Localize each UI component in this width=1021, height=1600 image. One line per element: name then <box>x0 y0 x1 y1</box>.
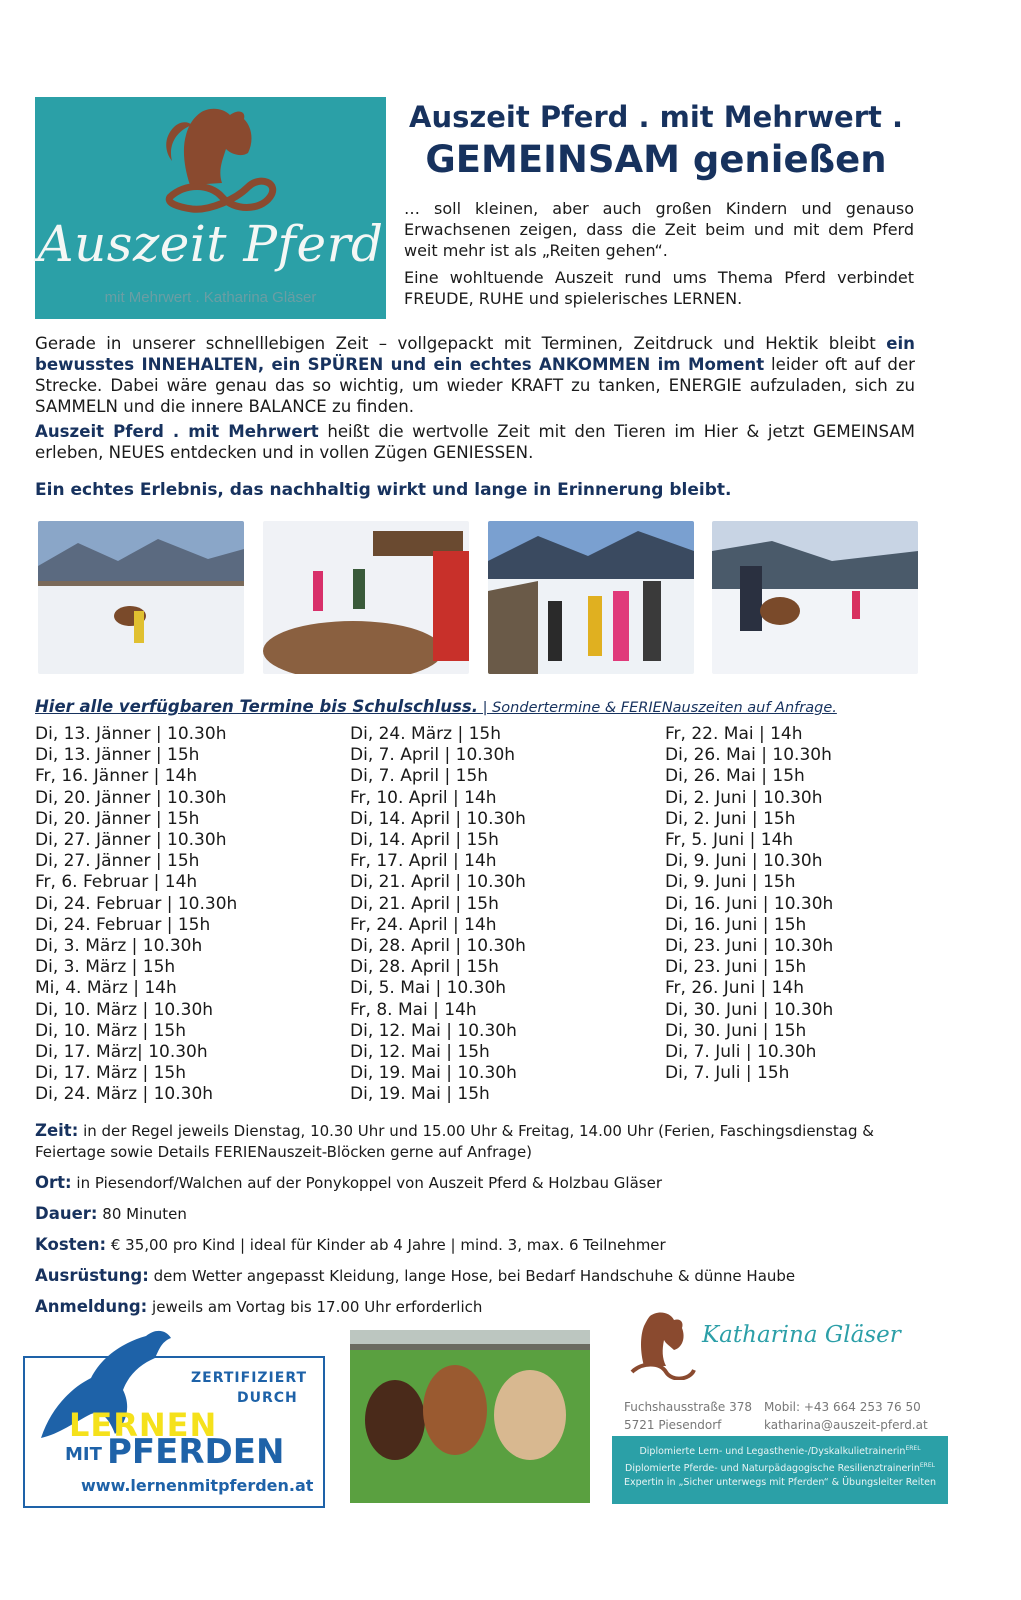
detail-item <box>35 1203 935 1225</box>
card-street: Fuchshausstraße 378 <box>624 1400 753 1414</box>
card-qualification-2-sup: EREL <box>919 1462 935 1470</box>
card-horse-logo-icon <box>620 1310 700 1380</box>
detail-label: Dauer: <box>35 1204 98 1223</box>
schedule-entry: Di, 10. März | 10.30h <box>35 999 214 1020</box>
schedule-entry: Mi, 4. März | 14h <box>35 978 177 999</box>
detail-label: Anmeldung: <box>35 1297 148 1316</box>
schedule-entry: Di, 14. April | 10.30h <box>350 808 526 829</box>
certificate-line1: ZERTIFIZIERT <box>191 1370 308 1386</box>
schedule-entry: Di, 24. Februar | 15h <box>35 914 211 935</box>
card-address <box>624 1398 752 1434</box>
card-qualification-2-text: Diplomierte Pferde- und Naturpädagogische Resilienztrainerin <box>625 1463 920 1475</box>
schedule-entry: Di, 7. April | 10.30h <box>350 745 516 766</box>
schedule-entry: Fr, 10. April | 14h <box>350 787 497 808</box>
headline-line1: Auszeit Pferd . mit Mehrwert . <box>409 100 903 134</box>
photo-snow-pony <box>38 521 244 674</box>
tagline: Ein echtes Erlebnis, das nachhaltig wirkt und lange in Erinnerung bleibt. <box>35 480 732 500</box>
logo-subline: mit Mehrwert . Katharina Gläser <box>104 289 317 306</box>
card-city: 5721 Piesendorf <box>624 1418 722 1432</box>
schedule-entry: Di, 17. März| 10.30h <box>35 1042 208 1063</box>
detail-text: jeweils am Vortag bis 17.00 Uhr erforderlich <box>147 1298 483 1316</box>
body-p2-end: heißt die wertvolle Zeit mit den Tieren im Hier & jetzt GEMEINSAM erleben, NEUES entdecken und in vollen Zügen GENIESSEN. <box>35 422 915 462</box>
schedule-entry: Di, 28. April | 10.30h <box>350 936 526 957</box>
detail-label: Kosten: <box>35 1235 107 1254</box>
schedule-entry: Di, 20. Jänner | 15h <box>35 808 200 829</box>
schedule-entry: Di, 2. Juni | 10.30h <box>665 787 823 808</box>
schedule-entry: Fr, 5. Juni | 14h <box>665 830 794 851</box>
schedule-entry: Di, 20. Jänner | 10.30h <box>35 787 227 808</box>
schedule-entry: Fr, 8. Mai | 14h <box>350 999 477 1020</box>
headline-line2: GEMEINSAM genießen <box>425 138 887 181</box>
certificate-brand-2a: MIT <box>65 1444 102 1465</box>
schedule-entry: Di, 3. März | 15h <box>35 957 176 978</box>
detail-text: in Piesendorf/Walchen auf der Ponykoppel von Auszeit Pferd & Holzbau Gläser <box>71 1174 662 1192</box>
schedule-column-3 <box>665 724 833 1084</box>
body-p1-bold: ein bewusstes INNEHALTEN, ein SPÜREN und ein echtes ANKOMMEN im Moment <box>35 334 915 374</box>
schedule-entry: Di, 19. Mai | 15h <box>350 1084 490 1105</box>
card-phone: Mobil: +43 664 253 76 50 <box>764 1400 921 1414</box>
detail-label: Ausrüstung: <box>35 1266 149 1285</box>
schedule-entry: Di, 21. April | 10.30h <box>350 872 526 893</box>
schedule-entry: Di, 27. Jänner | 15h <box>35 851 200 872</box>
certificate-url: www.lernenmitpferden.at <box>81 1476 314 1495</box>
schedule-entry: Di, 16. Juni | 10.30h <box>665 893 834 914</box>
schedule-entry: Di, 30. Juni | 15h <box>665 1020 807 1041</box>
schedule-heading-title: Hier alle verfügbaren Termine bis Schulschluss. <box>35 697 478 716</box>
body-p2-bold: Auszeit Pferd . mit Mehrwert <box>35 422 319 441</box>
schedule-entry: Di, 5. Mai | 10.30h <box>350 978 507 999</box>
photo-children-pony <box>263 521 469 674</box>
detail-text: € 35,00 pro Kind | ideal für Kinder ab 4 Jahre | mind. 3, max. 6 Teilnehmer <box>106 1236 666 1254</box>
schedule-entry: Di, 23. Juni | 15h <box>665 957 807 978</box>
detail-item <box>35 1172 935 1194</box>
detail-item <box>35 1234 935 1256</box>
schedule-entry: Di, 9. Juni | 10.30h <box>665 851 823 872</box>
schedule-heading-note: | Sondertermine & FERIENauszeiten auf Anfrage. <box>478 700 837 716</box>
schedule-entry: Fr, 26. Juni | 14h <box>665 978 805 999</box>
body-p1-end: leider oft auf der Strecke. Dabei wäre genau das so wichtig, um wieder KRAFT zu tanken, ENERGIE aufzuladen, sich zu SAMMELN und die innere BALANCE zu finden. <box>35 355 915 416</box>
detail-item <box>35 1120 935 1163</box>
schedule-entry: Di, 30. Juni | 10.30h <box>665 999 834 1020</box>
schedule-entry: Fr, 16. Jänner | 14h <box>35 766 198 787</box>
schedule-entry: Di, 26. Mai | 15h <box>665 766 805 787</box>
detail-label: Ort: <box>35 1173 72 1192</box>
logo-wordmark: Auszeit Pferd <box>37 215 384 273</box>
schedule-entry: Fr, 6. Februar | 14h <box>35 872 198 893</box>
certificate-brand-2b: PFERDEN <box>107 1432 285 1472</box>
schedule-entry: Di, 24. Februar | 10.30h <box>35 893 238 914</box>
schedule-entry: Di, 7. Juli | 10.30h <box>665 1042 817 1063</box>
card-contact <box>764 1398 928 1434</box>
schedule-entry: Di, 12. Mai | 10.30h <box>350 1020 517 1041</box>
schedule-entry: Fr, 24. April | 14h <box>350 914 497 935</box>
schedule-entry: Di, 26. Mai | 10.30h <box>665 745 832 766</box>
schedule-entry: Di, 24. März | 15h <box>350 724 501 744</box>
schedule-entry: Di, 12. Mai | 15h <box>350 1042 490 1063</box>
certificate-badge <box>23 1356 325 1508</box>
schedule-entry: Di, 3. März | 10.30h <box>35 936 203 957</box>
details-list <box>35 1120 935 1327</box>
detail-text: dem Wetter angepasst Kleidung, lange Hose, bei Bedarf Handschuhe & dünne Haube <box>148 1267 796 1285</box>
certificate-line2: DURCH <box>237 1390 298 1406</box>
schedule-entry: Di, 2. Juni | 15h <box>665 808 796 829</box>
detail-text: 80 Minuten <box>97 1205 187 1223</box>
card-qualification-2 <box>612 1459 948 1476</box>
auszeit-pferd-logo <box>35 97 386 319</box>
schedule-heading <box>35 697 935 716</box>
photo-pony-walk <box>712 521 918 674</box>
schedule-entry: Di, 13. Jänner | 10.30h <box>35 724 227 744</box>
card-email[interactable]: katharina@auszeit-pferd.at <box>764 1418 928 1432</box>
detail-label: Zeit: <box>35 1121 79 1140</box>
business-card <box>612 1310 948 1505</box>
schedule-entry: Di, 23. Juni | 10.30h <box>665 936 834 957</box>
card-qualification-1-sup: EREL <box>905 1445 921 1452</box>
schedule-entry: Di, 10. März | 15h <box>35 1020 186 1041</box>
schedule-entry: Fr, 22. Mai | 14h <box>665 724 803 744</box>
certificate-brand-1: LERNEN <box>69 1406 218 1444</box>
schedule-entry: Di, 13. Jänner | 15h <box>35 745 200 766</box>
schedule-column-1 <box>35 724 237 1106</box>
schedule-entry: Di, 27. Jänner | 10.30h <box>35 830 227 851</box>
schedule-entry: Di, 16. Juni | 15h <box>665 914 807 935</box>
schedule-entry: Di, 28. April | 15h <box>350 957 499 978</box>
card-qualification-3: Expertin in „Sicher unterwegs mit Pferden“ & Übungsleiter Reiten <box>624 1477 936 1489</box>
body-paragraph-2 <box>35 421 915 463</box>
detail-item <box>35 1265 935 1287</box>
schedule-entry: Di, 19. Mai | 10.30h <box>350 1063 517 1084</box>
intro-paragraph-1: … soll kleinen, aber auch großen Kindern und genauso Erwachsenen zeigen, dass die Zeit beim und mit dem Pferd weit mehr ist als „Reiten gehen“. <box>404 199 914 260</box>
body-text <box>35 333 915 467</box>
schedule-entry: Di, 17. März | 15h <box>35 1063 186 1084</box>
intro-text <box>404 198 914 315</box>
schedule-entry: Fr, 17. April | 14h <box>350 851 497 872</box>
photo-children-fence <box>488 521 694 674</box>
card-qualification-1-text: Diplomierte Lern- und Legasthenie-/Dyskalkulietrainerin <box>639 1446 906 1458</box>
schedule-entry: Di, 21. April | 15h <box>350 893 499 914</box>
body-p1-start: Gerade in unserer schnelllebigen Zeit – vollgepackt mit Terminen, Zeitdruck und Hektik bleibt <box>35 334 887 353</box>
schedule-entry: Di, 24. März | 10.30h <box>35 1084 214 1105</box>
schedule-entry: Di, 7. Juli | 15h <box>665 1063 790 1084</box>
body-paragraph-1 <box>35 333 915 417</box>
intro-paragraph-2: Eine wohltuende Auszeit rund ums Thema Pferd verbindet FREUDE, RUHE und spielerisches LERNEN. <box>404 268 914 308</box>
detail-text: in der Regel jeweils Dienstag, 10.30 Uhr und 15.00 Uhr & Freitag, 14.00 Uhr (Ferien, Faschingsdienstag & Feiertage sowie Details FERIENauszeit-Blöcken gerne auf Anfrage) <box>35 1122 874 1161</box>
card-name: Katharina Gläser <box>702 1322 901 1348</box>
card-qualifications <box>612 1436 948 1504</box>
schedule-entry: Di, 14. April | 15h <box>350 830 499 851</box>
schedule-entry: Di, 9. Juni | 15h <box>665 872 796 893</box>
photo-three-ponies <box>350 1330 590 1503</box>
horse-head-logo-icon <box>130 105 300 220</box>
schedule-column-2 <box>350 724 526 1106</box>
card-qualification-1 <box>612 1442 948 1459</box>
schedule-entry: Di, 7. April | 15h <box>350 766 489 787</box>
